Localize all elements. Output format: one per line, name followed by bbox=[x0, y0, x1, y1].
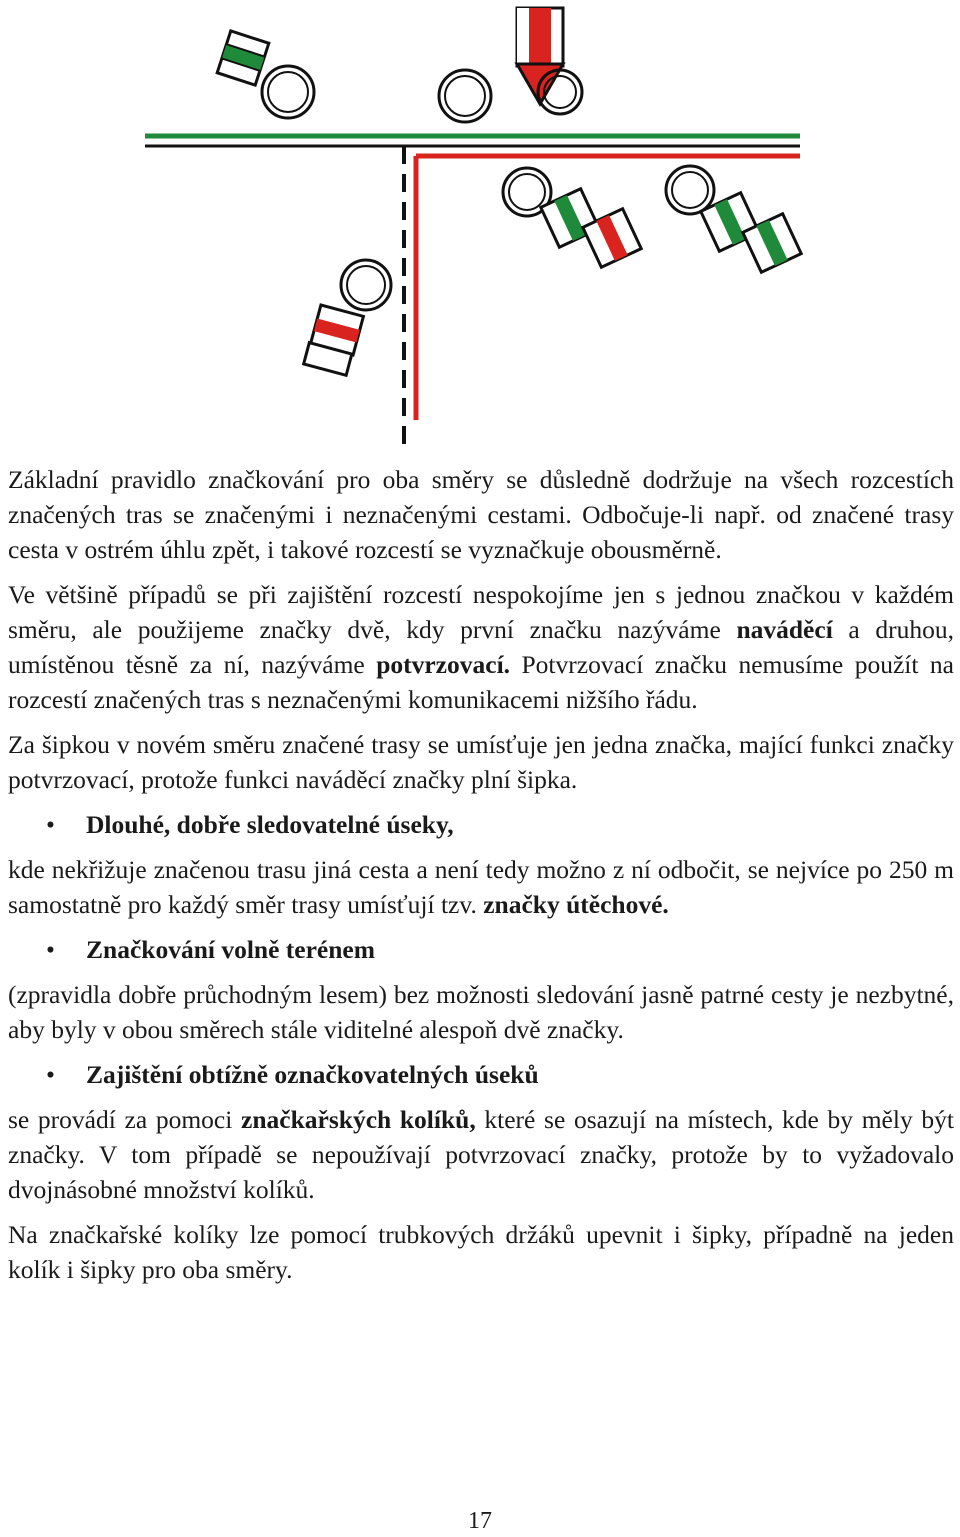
bullet-icon: • bbox=[46, 1060, 55, 1089]
page-number: 17 bbox=[468, 1508, 492, 1534]
trail-junction-diagram bbox=[0, 0, 960, 460]
paragraph: Na značkařské kolíky lze pomocí trubkových držáků upevnit i šipky, případně na jeden kolík i šipky pro oba směry. bbox=[8, 1220, 954, 1284]
paragraph: (zpravidla dobře průchodným lesem) bez možnosti sledování jasně patrné cesty je nezbytné, aby byly v obou směrech stále viditelné alespoň dvě značky. bbox=[8, 980, 954, 1044]
paragraph: Ve většině případů se při zajištění rozcestí nespokojíme jen s jednou značkou v každém směru, ale použijeme značky dvě, kdy první značku nazýváme naváděcí a druhou, umístěnou těsně za ní, nazýváme potvrzovací. Potvrzovací značku nemusíme použít na rozcestí značených tras s neznačenými komunikacemi nižšího řádu. bbox=[8, 580, 954, 714]
tree-trunk-icon bbox=[262, 66, 314, 118]
tree-trunk-icon bbox=[666, 166, 714, 214]
bullet-heading: • Dlouhé, dobře sledovatelné úseky, bbox=[8, 807, 954, 842]
term-potvrzovaci: potvrzovací. bbox=[376, 650, 511, 679]
tree-trunk-icon bbox=[439, 70, 491, 122]
term-kolik: značkařských kolíků, bbox=[241, 1105, 476, 1134]
green-marker-sign bbox=[217, 31, 269, 85]
paragraph: Za šipkou v novém směru značené trasy se umísťuje jen jedna značka, mající funkci značky potvrzovací, protože funkci naváděcí značky plní šipka. bbox=[8, 730, 954, 794]
paragraph: kde nekřižuje značenou trasu jiná cesta a není tedy možno z ní odbočit, se nejvíce po 250 m samostatně pro každý směr trasy umísťují tzv. značky útěchové. bbox=[8, 855, 954, 919]
tree-trunk-icon bbox=[341, 260, 391, 310]
term-navadeci: naváděcí bbox=[736, 615, 833, 644]
bullet-heading: • Značkování volně terénem bbox=[8, 932, 954, 967]
document-body bbox=[8, 462, 954, 1297]
term-utechove: značky útěchové. bbox=[483, 890, 669, 919]
paragraph: se provádí za pomoci značkařských kolíků, které se osazují na místech, kde by měly být značky. V tom případě se nepoužívají potvrzovací značky, protože by to vyžadovalo dvojnásobné množství kolíků. bbox=[8, 1105, 954, 1204]
bullet-icon: • bbox=[46, 810, 55, 839]
red-arrow-sign bbox=[517, 8, 563, 104]
bullet-icon: • bbox=[46, 935, 55, 964]
paragraph: Základní pravidlo značkování pro oba směry se důsledně dodržuje na všech rozcestích značených tras se značenými i neznačenými cestami. Odbočuje-li např. od značené trasy cesta v ostrém úhlu zpět, i takové rozcestí se vyznačkuje obousměrně. bbox=[8, 465, 954, 564]
bullet-heading: • Zajištění obtížně označkovatelných úseků bbox=[8, 1057, 954, 1092]
